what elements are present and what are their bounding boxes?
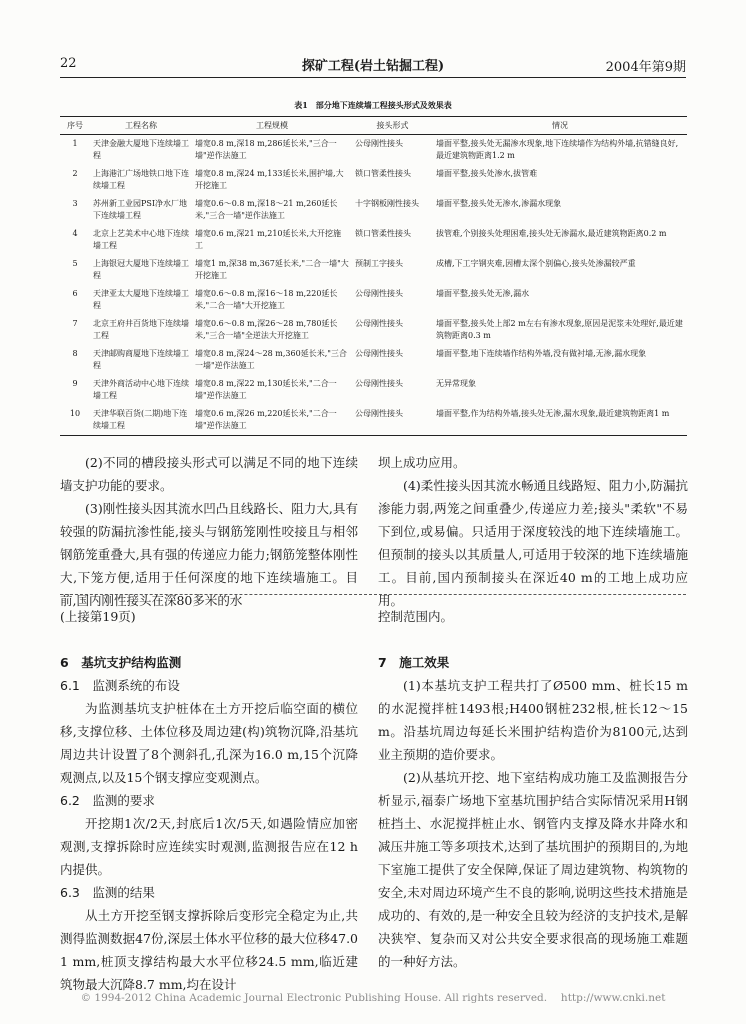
cell-joint: 十字钢板刚性接头 [355, 199, 419, 208]
cell-result: 墙面平整,作为结构外墙,接头处无渗,漏水现象,最近建筑物距离1 m [433, 405, 687, 436]
cell-project: 天津邮购商厦地下连续墙工程 [93, 349, 189, 370]
paragraph: 为监测基坑支护桩体在土方开挖后临空面的横位移,支撑位移、土体位移及周边建(构)筑物沉降,沿基坑周边共计设置了8个测斜孔,孔深为16.0 m,15个沉降观测点,以及15个钢支撑应变观测点。 [60, 701, 358, 785]
table-row [60, 405, 687, 436]
subsection-heading: 6.3 监测的结果 [60, 885, 155, 900]
paragraph: (4)柔性接头因其流水畅通且线路短、阻力小,防漏抗渗能力弱,两笼之间重叠少,传递应力差;接头"柔软"不易下到位,或易偏。只适用于深度较浅的地下连续墙施工。但预制的接头以其质量人,可适用于较深的地下连续墙施工。目前,国内预制接头在深近40 m的工地上成功应用。 [378, 478, 688, 608]
cell-no: 1 [72, 139, 78, 148]
cell-joint: 公母刚性接头 [355, 379, 403, 388]
cell-scale: 墙宽0.6～0.8 m,深16～18 m,220延长米,"二合一墙"大开挖施工 [195, 289, 338, 310]
cell-scale: 墙宽0.8 m,深18 m,286延长米,"三合一墙"逆作法施工 [195, 139, 337, 160]
cell-project: 北京王府井百货地下连续墙工程 [93, 319, 189, 340]
col-header-joint: 接头形式 [352, 117, 433, 135]
cell-result: 成槽,下工字钢夹难,因槽太深个别偏心,接头处渗漏较严重 [436, 259, 636, 268]
cell-scale: 墙宽0.6～0.8 m,深18～21 m,260延长米,"三合一墙"逆作法施工 [195, 199, 338, 220]
table-row [60, 345, 687, 375]
paragraph: 控制范围内。 [378, 609, 454, 624]
table-row [60, 285, 687, 315]
table-row [60, 195, 687, 225]
lower-right-column [378, 605, 688, 973]
cell-scale: 墙宽1 m,深38 m,367延长米,"二合一墙"大开挖施工 [195, 259, 349, 280]
table-row [60, 375, 687, 405]
cell-no: 9 [72, 379, 78, 388]
paragraph: 开挖期1次/2天,封底后1次/5天,如遇险情应加密观测,支撑拆除时应连续实时观测,监测报告应在12 h内提供。 [60, 816, 358, 877]
paragraph: (3)刚性接头因其流水凹凸且线路长、阻力大,具有较强的防漏抗渗性能,接头与钢筋笼刚性咬接且与相邻钢筋笼重叠大,具有强的传递应力能力;钢筋笼整体刚性大,下笼方便,适用于任何深度的地下连续墙施工。目前,国内刚性接头在深80多米的水 [60, 501, 358, 608]
cell-project: 天津外商活动中心地下连续墙工程 [93, 379, 189, 400]
cell-project: 天津金融大厦地下连续墙工程 [93, 139, 189, 160]
col-header-result: 情况 [433, 117, 687, 135]
journal-title: 探矿工程(岩土钻掘工程) [301, 59, 445, 74]
cell-project: 上海港汇广场地铁口地下连续墙工程 [93, 169, 189, 190]
cell-result: 墙面平整,接头处无渗水,渗漏水现象 [436, 199, 562, 208]
cell-joint: 公母刚性接头 [352, 405, 433, 436]
cell-result: 无异常现象 [436, 379, 476, 388]
subsection-heading: 6.2 监测的要求 [60, 793, 155, 808]
cell-result: 墙面平整,地下连续墙作结构外墙,没有做衬墙,无渗,漏水现象 [436, 349, 647, 358]
cell-project: 上海银冠大厦地下连续墙工程 [93, 259, 189, 280]
continued-note: (上接第19页) [60, 609, 136, 624]
table-caption: 表1 部分地下连续墙工程接头形式及效果表 [294, 100, 452, 110]
cell-joint: 公母刚性接头 [355, 139, 403, 148]
cell-no: 8 [72, 349, 78, 358]
cell-result: 墙面平整,接头处上部2 m左右有渗水现象,原因是泥浆未处理好,最近建筑物距离0.3 m [436, 319, 683, 340]
upper-left-column [60, 451, 358, 612]
cell-joint: 公母刚性接头 [355, 289, 403, 298]
cell-project: 苏州新工业园PSI净水厂地下连续墙工程 [93, 199, 188, 220]
table-row [60, 315, 687, 345]
article-separator [60, 594, 686, 595]
table-header-row [60, 117, 687, 135]
page-number: 22 [60, 56, 77, 71]
col-header-scale: 工程规模 [192, 117, 352, 135]
subsection-heading: 6.1 监测系统的布设 [60, 678, 180, 693]
cell-no: 4 [72, 229, 78, 238]
paragraph: 从土方开挖至钢支撑拆除后变形完全稳定为止,共测得监测数据47份,深层土体水平位移的最大位移47.01 mm,桩顶支撑结构最大水平位移24.5 mm,临近建筑物最大沉降8.7 mm,均在设计 [60, 908, 358, 992]
cell-scale: 墙宽0.8 m,深24 m,133延长米,围护墙,大开挖施工 [195, 169, 344, 190]
joint-form-table [60, 116, 687, 436]
cell-result: 墙面平整,接头处渗水,拔管难 [436, 169, 538, 178]
paragraph: (1)本基坑支护工程共打了Ø500 mm、桩长15 m的水泥搅拌桩1493根;H400钢桩232根,桩长12～15 m。沿基坑周边每延长米围护结构造价为8100元,达到业主预期的造价要求。 [378, 678, 688, 762]
issue-label: 2004年第9期 [605, 60, 686, 75]
cell-scale: 墙宽0.8 m,深24～28 m,360延长米,"三合一墙"逆作法施工 [195, 349, 347, 370]
table-row [60, 225, 687, 255]
cell-project: 天津华联百货(二期)地下连续墙工程 [90, 405, 192, 436]
cell-scale: 墙宽0.8 m,深22 m,130延长米,"二合一墙"逆作法施工 [195, 379, 337, 400]
cell-no: 7 [72, 319, 78, 328]
paragraph: 坝上成功应用。 [378, 455, 466, 470]
cell-result: 拔管难,个别接头处理困难,接头处无渗漏水,最近建筑物距离0.2 m [436, 229, 667, 238]
col-header-project: 工程名称 [90, 117, 192, 135]
paragraph: (2)不同的槽段接头形式可以满足不同的地下连续墙支护功能的要求。 [60, 455, 358, 493]
cell-project: 天津亚太大厦地下连续墙工程 [93, 289, 189, 310]
lower-left-column [60, 605, 358, 996]
cell-scale: 墙宽0.6 m,深21 m,210延长米,大开挖施工 [195, 229, 342, 250]
table-row [60, 135, 687, 166]
header-rule [60, 77, 686, 78]
cell-no: 2 [72, 169, 78, 178]
cell-project: 北京上艺美术中心地下连续墙工程 [93, 229, 189, 250]
cell-joint: 公母刚性接头 [355, 349, 403, 358]
cell-joint: 预制工字接头 [355, 259, 403, 268]
section-heading: 7 施工效果 [378, 655, 450, 670]
cell-scale: 墙宽0.6 m,深26 m,220延长米,"二合一墙"逆作法施工 [192, 405, 352, 436]
paragraph: (2)从基坑开挖、地下室结构成功施工及监测报告分析显示,福泰广场地下室基坑围护结合实际情况采用H钢桩挡土、水泥搅拌桩止水、钢管内支撑及降水井降水和减压井施工等多项技术,达到了基坑围护的预期目的,为地下室施工提供了安全保障,保证了周边建筑物、构筑物的安全,未对周边环境产生不良的影响,说明这些技术措施是成功的、有效的,是一种安全且较为经济的支护技术,是解决狭窄、复杂而又对公共安全要求很高的现场施工难题的一种好方法。 [378, 770, 688, 969]
cell-joint: 锁口管柔性接头 [355, 169, 411, 178]
cell-result: 墙面平整,接头处无渗,漏水 [436, 289, 530, 298]
col-header-no: 序号 [60, 117, 90, 135]
cell-joint: 公母刚性接头 [355, 319, 403, 328]
cell-result: 墙面平整,接头处无漏渗水现象,地下连续墙作为结构外墙,抗错缝良好,最近建筑物距离1.2 m [436, 139, 679, 160]
cell-no: 10 [60, 405, 90, 436]
cell-no: 5 [72, 259, 78, 268]
section-heading: 6 基坑支护结构监测 [60, 655, 182, 670]
cell-scale: 墙宽0.6～0.8 m,深26～28 m,780延长米,"三合一墙"全逆法大开挖施工 [195, 319, 338, 340]
upper-right-column [378, 451, 688, 612]
table-row [60, 165, 687, 195]
cell-no: 6 [72, 289, 78, 298]
copyright-footer: © 1994-2012 China Academic Journal Electronic Publishing House. All rights reserved. http://www.cnki.net [80, 992, 666, 1004]
table-row [60, 255, 687, 285]
cell-joint: 锁口管柔性接头 [355, 229, 411, 238]
cell-no: 3 [72, 199, 78, 208]
